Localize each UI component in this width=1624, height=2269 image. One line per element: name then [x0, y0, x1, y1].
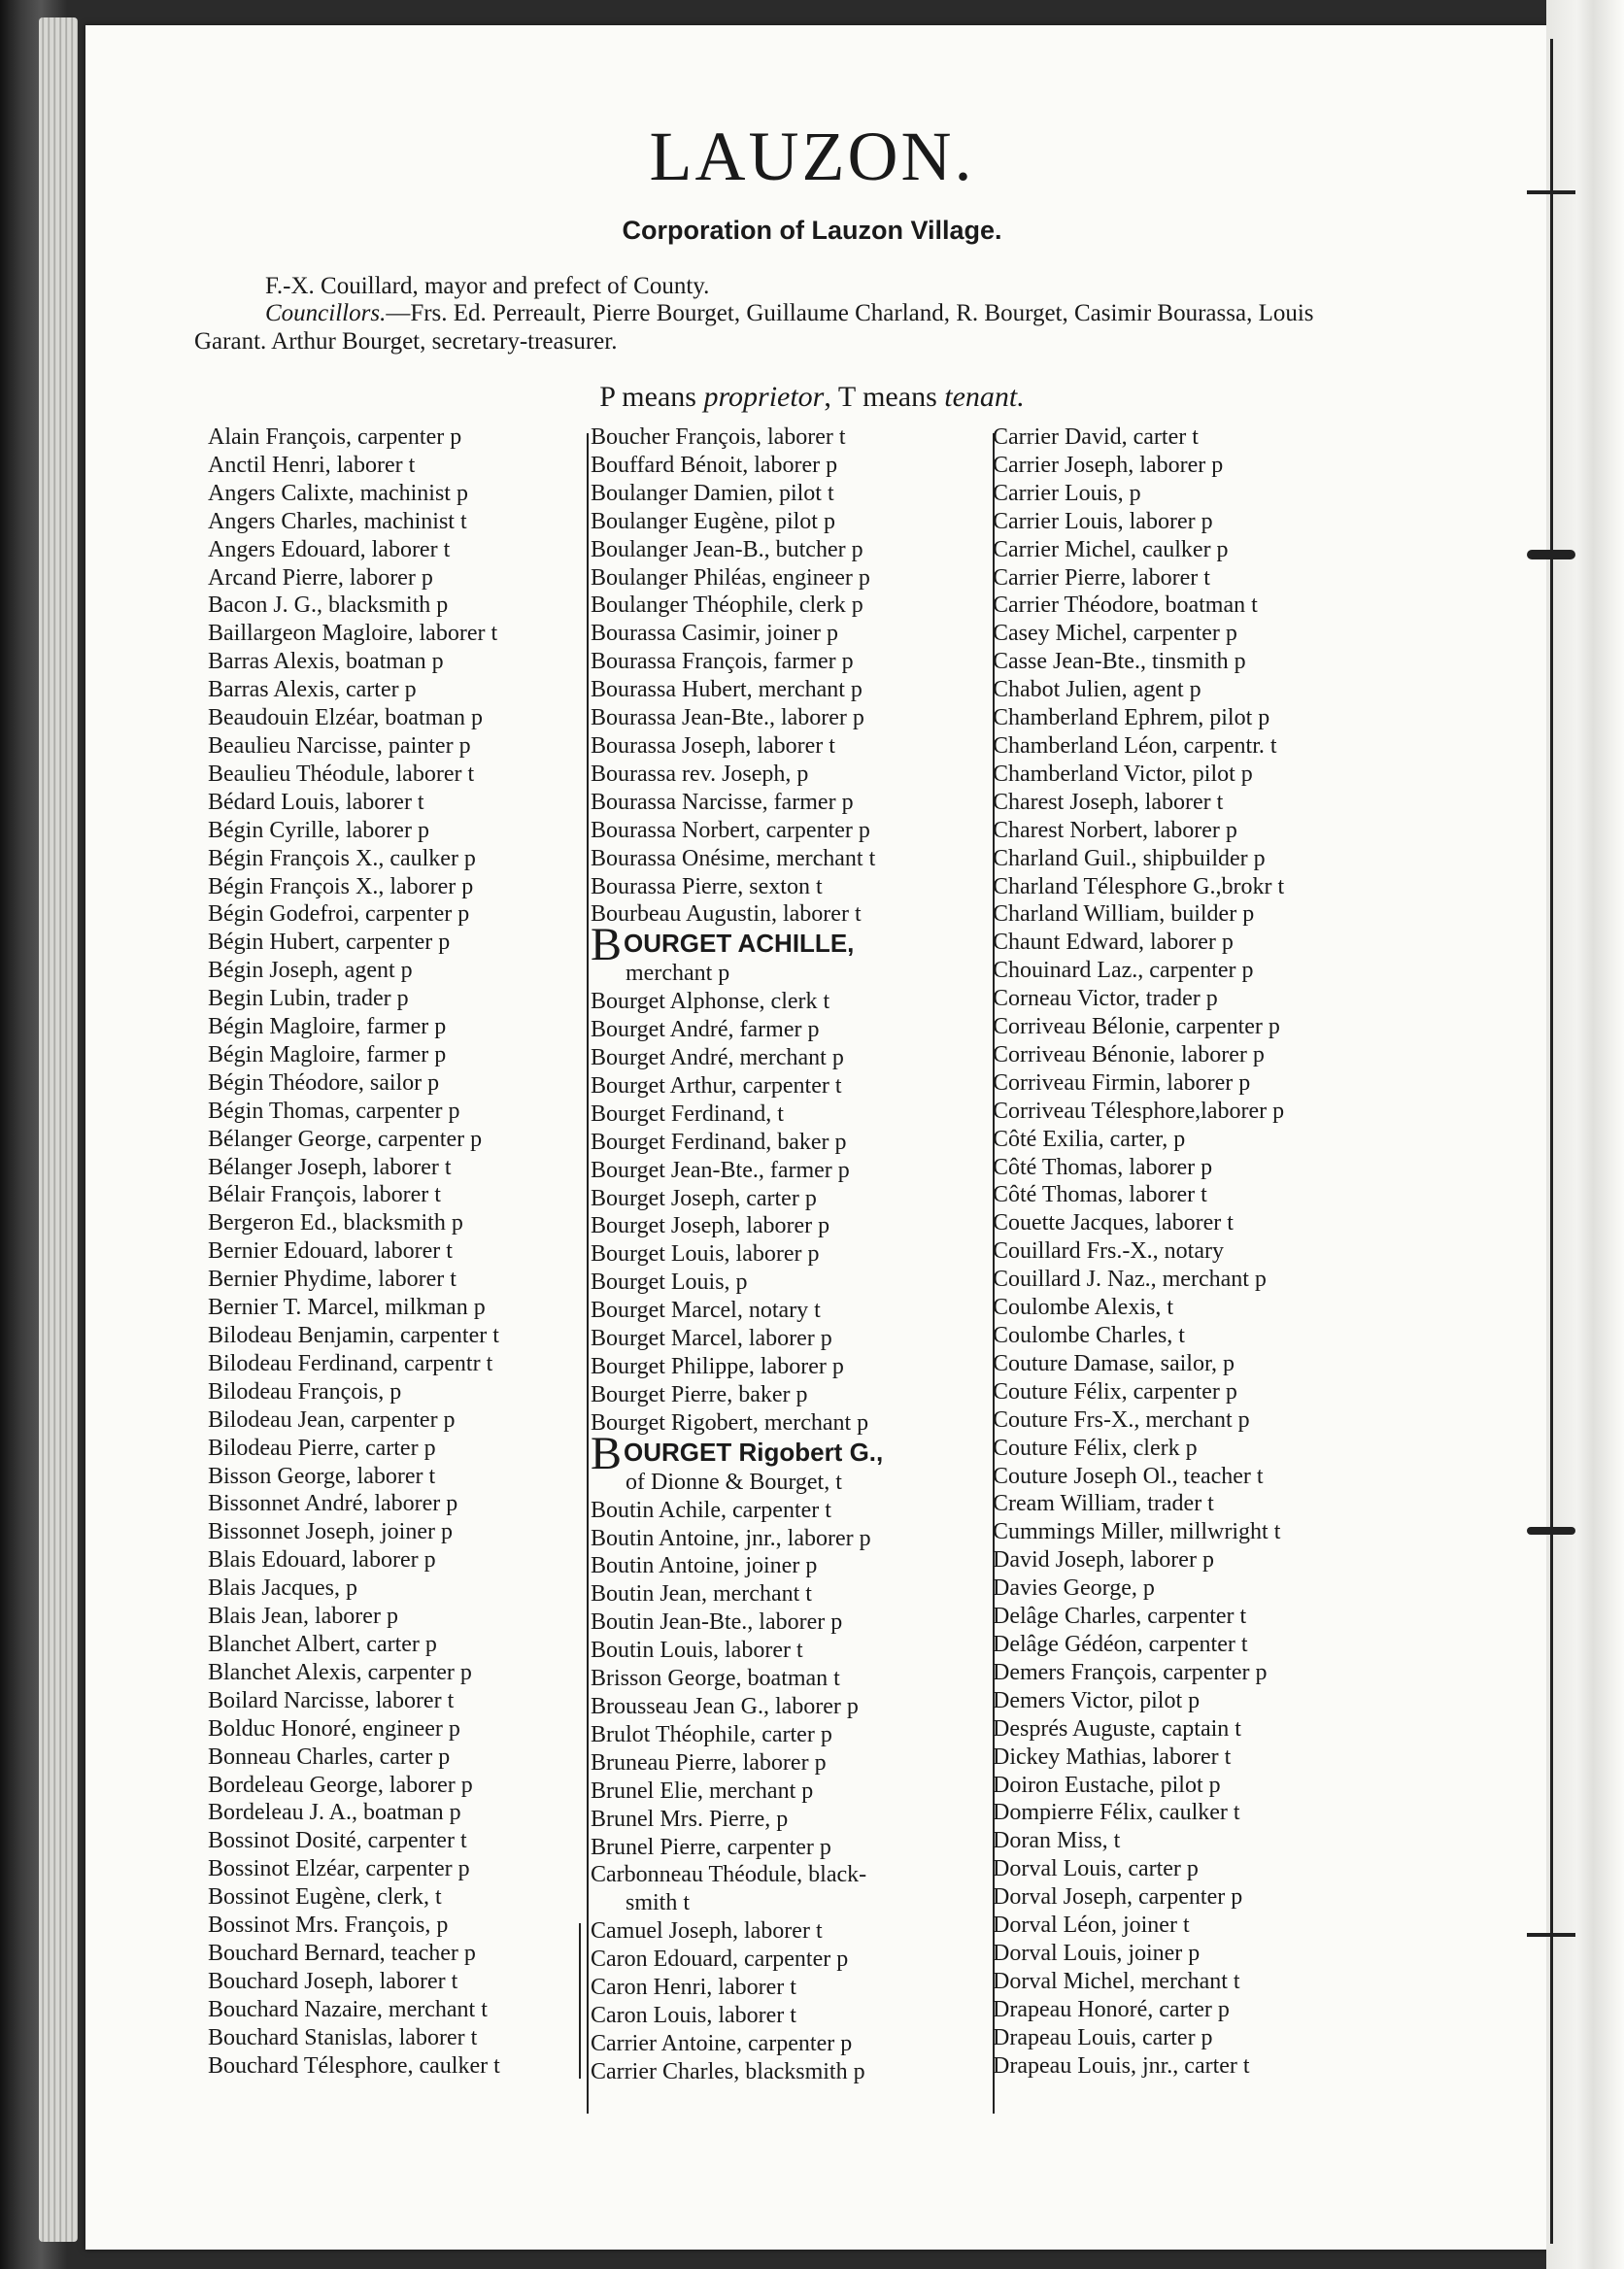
- list-item: Bourget Louis, laborer p: [591, 1241, 820, 1268]
- list-item: Chamberland Ephrem, pilot p: [993, 705, 1270, 731]
- list-item: Bilodeau Pierre, carter p: [208, 1435, 436, 1461]
- list-item: Boucher François, laborer t: [591, 424, 846, 450]
- featured-entry-achille: [591, 919, 883, 971]
- column-2-group-a: [591, 423, 883, 929]
- column-2-group-d: [591, 1917, 883, 2085]
- list-item: Bourget Ferdinand, baker p: [591, 1129, 847, 1155]
- list-item: Bourget Alphonse, clerk t: [591, 989, 830, 1015]
- featured-entry-sub: of Dionne & Bourget, t: [626, 1469, 842, 1495]
- list-item: Beaudouin Elzéar, boatman p: [208, 705, 483, 731]
- list-item: Bourassa Narcisse, farmer p: [591, 789, 854, 815]
- list-item: Bégin Magloire, farmer p: [208, 1014, 447, 1040]
- list-item: Chamberland Léon, carpentr. t: [993, 732, 1277, 759]
- list-item: Bourget Philippe, laborer p: [591, 1354, 844, 1379]
- list-item: Couture Damase, sailor, p: [993, 1350, 1235, 1376]
- list-item: Blais Jacques, p: [208, 1575, 357, 1602]
- list-item: Caron Henri, laborer t: [591, 1975, 796, 2001]
- councillors-text: —Frs. Ed. Perreault, Pierre Bourget, Guillaume Charland, R. Bourget, Casimir Bourassa, Louis Garant. Arthur Bourget, secretary-treasurer.: [194, 300, 1314, 355]
- list-item: Bacon J. G., blacksmith p: [208, 593, 449, 619]
- list-item: Charland Guil., shipbuilder p: [993, 845, 1266, 871]
- list-item: Bourassa Joseph, laborer t: [591, 732, 835, 759]
- list-item: Bégin Joseph, agent p: [208, 958, 413, 984]
- list-item: Casse Jean-Bte., tinsmith p: [993, 649, 1246, 675]
- list-item: Caron Edouard, carpenter p: [591, 1947, 849, 1973]
- list-item: Brunel Pierre, carpenter p: [591, 1834, 831, 1860]
- list-item: Begin Lubin, trader p: [208, 986, 409, 1012]
- list-item: Bouchard Bernard, teacher p: [208, 1940, 476, 1966]
- list-item: Bouffard Bénoit, laborer p: [591, 452, 838, 478]
- list-item: Coulombe Alexis, t: [993, 1295, 1173, 1321]
- list-item: Bordeleau J. A., boatman p: [208, 1800, 461, 1826]
- list-item: Boulanger Jean-B., butcher p: [591, 536, 863, 562]
- list-item: Bonneau Charles, carter p: [208, 1744, 451, 1770]
- list-item: Bégin Théodore, sailor p: [208, 1069, 440, 1096]
- list-item: Bélanger Joseph, laborer t: [208, 1154, 452, 1180]
- list-item: Després Auguste, captain t: [993, 1715, 1241, 1742]
- list-item: Carrier Joseph, laborer p: [993, 452, 1224, 478]
- list-item: Bernier Edouard, laborer t: [208, 1238, 453, 1265]
- legend-proprietor: proprietor: [703, 381, 825, 413]
- list-item: Bégin Thomas, carpenter p: [208, 1098, 460, 1124]
- list-item: Arcand Pierre, laborer p: [208, 564, 433, 591]
- list-item: Chaunt Edward, laborer p: [993, 930, 1234, 956]
- list-item: Charest Norbert, laborer p: [993, 817, 1237, 843]
- legend-t: , T means: [824, 381, 945, 413]
- list-item: Charland William, builder p: [993, 901, 1255, 928]
- page-edges-right: [1546, 0, 1624, 2269]
- list-item: Coulombe Charles, t: [993, 1323, 1185, 1348]
- list-item: Davies George, p: [993, 1575, 1155, 1602]
- list-item: Bordeleau George, laborer p: [208, 1772, 473, 1798]
- list-item: Bernier Phydime, laborer t: [208, 1267, 457, 1293]
- list-item: Alain François, carpenter p: [208, 424, 462, 450]
- list-item: Bourget Jean-Bte., farmer p: [591, 1157, 850, 1183]
- binding-mark: [1527, 1527, 1575, 1535]
- list-item: Bolduc Honoré, engineer p: [208, 1715, 460, 1742]
- list-item: Bourget Louis, p: [591, 1270, 748, 1296]
- list-item: Brunel Elie, merchant p: [591, 1778, 814, 1804]
- list-item: Corriveau Bélonie, carpenter p: [993, 1014, 1280, 1040]
- list-item: Bourassa Hubert, merchant p: [591, 677, 863, 703]
- list-item: Bourassa Pierre, sexton t: [591, 873, 823, 899]
- list-item: Chouinard Laz., carpenter p: [993, 958, 1254, 984]
- list-item: Couture Joseph Ol., teacher t: [993, 1463, 1264, 1489]
- list-item: Bouchard Stanislas, laborer t: [208, 2024, 478, 2050]
- list-item: Charest Joseph, laborer t: [993, 789, 1224, 815]
- list-item: Bourget Ferdinand, t: [591, 1101, 784, 1127]
- directory-column-2: [591, 423, 883, 2086]
- column-divider: [579, 1923, 581, 2079]
- list-item: Bégin François X., caulker p: [208, 845, 476, 871]
- list-item: Bourassa rev. Joseph, p: [591, 761, 809, 787]
- councillors-paragraph: [194, 299, 1389, 356]
- list-item: Barras Alexis, boatman p: [208, 649, 444, 675]
- mayor-line: F.-X. Couillard, mayor and prefect of County.: [265, 273, 710, 299]
- list-item: Dorval Léon, joiner t: [993, 1913, 1190, 1939]
- list-item: Bégin Cyrille, laborer p: [208, 817, 429, 843]
- list-item: Bruneau Pierre, laborer p: [591, 1749, 827, 1776]
- list-item: Drapeau Honoré, carter p: [993, 1996, 1230, 2022]
- list-item: Bossinot Eugène, clerk, t: [208, 1884, 442, 1911]
- list-item: Carrier Louis, p: [993, 480, 1141, 506]
- list-item: David Joseph, laborer p: [993, 1547, 1214, 1574]
- list-item: Dorval Louis, joiner p: [993, 1940, 1201, 1966]
- list-item: Carrier Pierre, laborer t: [993, 564, 1210, 591]
- list-item: Bourget Marcel, notary t: [591, 1298, 821, 1324]
- list-item: Boulanger Eugène, pilot p: [591, 508, 835, 534]
- list-item: Casey Michel, carpenter p: [993, 621, 1237, 647]
- list-item: Bossinot Dosité, carpenter t: [208, 1828, 467, 1854]
- directory-column-3: [993, 423, 1284, 2080]
- featured-entry-sub: merchant p: [626, 961, 730, 987]
- list-item: Bissonnet Joseph, joiner p: [208, 1519, 453, 1545]
- list-item: Bégin François X., laborer p: [208, 873, 474, 899]
- column-divider: [587, 433, 589, 2114]
- legend-p: P means: [599, 381, 704, 413]
- list-item: Bilodeau Jean, carpenter p: [208, 1406, 456, 1433]
- list-item: Couture Félix, carpenter p: [993, 1378, 1237, 1405]
- list-item: Blais Jean, laborer p: [208, 1604, 398, 1630]
- list-item: Bourassa Norbert, carpenter p: [591, 817, 870, 843]
- list-item: Corriveau Bénonie, laborer p: [993, 1041, 1265, 1067]
- list-item: Boulanger Philéas, engineer p: [591, 564, 870, 591]
- list-item: Angers Edouard, laborer t: [208, 536, 451, 562]
- featured-name: OURGET Rigobert G.,: [624, 1437, 884, 1467]
- list-item: Beaulieu Narcisse, painter p: [208, 732, 471, 759]
- list-item: Bourget André, farmer p: [591, 1017, 820, 1043]
- list-item: Beaulieu Théodule, laborer t: [208, 761, 475, 787]
- list-item: Corriveau Firmin, laborer p: [993, 1069, 1251, 1096]
- list-item: Anctil Henri, laborer t: [208, 452, 416, 478]
- list-item: Doiron Eustache, pilot p: [993, 1772, 1221, 1798]
- list-item: Dickey Mathias, laborer t: [993, 1744, 1232, 1770]
- list-item: Dompierre Félix, caulker t: [993, 1800, 1240, 1826]
- list-item: Blais Edouard, laborer p: [208, 1547, 436, 1574]
- list-item: Brousseau Jean G., laborer p: [591, 1693, 859, 1719]
- legend-tenant: tenant.: [944, 381, 1025, 413]
- list-item: Bourget Rigobert, merchant p: [591, 1409, 869, 1436]
- list-item: Bossinot Elzéar, carpenter p: [208, 1856, 470, 1882]
- list-item: Carrier Antoine, carpenter p: [591, 2030, 853, 2056]
- list-item: Bergeron Ed., blacksmith p: [208, 1210, 463, 1236]
- list-item: Drapeau Louis, carter p: [993, 2024, 1213, 2050]
- binding-rule: [1550, 39, 1553, 2244]
- featured-name: OURGET ACHILLE,: [624, 929, 855, 959]
- list-item: Carrier Michel, caulker p: [993, 536, 1229, 562]
- list-item: Brulot Théophile, carter p: [591, 1721, 832, 1747]
- list-item: Couillard J. Naz., merchant p: [993, 1267, 1267, 1293]
- list-item: Carrier Théodore, boatman t: [993, 593, 1258, 619]
- list-item: Couillard Frs.-X., notary: [993, 1238, 1224, 1265]
- page-title: LAUZON.: [649, 118, 975, 195]
- list-item: Bossinot Mrs. François, p: [208, 1913, 449, 1939]
- list-item: Demers Victor, pilot p: [993, 1687, 1201, 1713]
- list-item: Couture Félix, clerk p: [993, 1435, 1198, 1461]
- list-item: Bédard Louis, laborer t: [208, 789, 424, 815]
- list-item: Bilodeau Ferdinand, carpentr t: [208, 1350, 493, 1376]
- list-item: Couture Frs-X., merchant p: [993, 1406, 1250, 1433]
- list-item: Dorval Joseph, carpenter p: [993, 1884, 1243, 1911]
- list-item: Bourget Joseph, carter p: [591, 1185, 817, 1211]
- list-item: Bouchard Nazaire, merchant t: [208, 1996, 488, 2022]
- featured-entry-rigobert: [591, 1427, 884, 1479]
- list-item: Angers Calixte, machinist p: [208, 480, 468, 506]
- list-item: Bégin Hubert, carpenter p: [208, 930, 451, 956]
- list-item: Blanchet Alexis, carpenter p: [208, 1659, 472, 1685]
- list-item-continuation: smith t: [626, 1890, 691, 1916]
- list-item: Carrier Louis, laborer p: [993, 508, 1213, 534]
- list-item: Doran Miss, t: [993, 1828, 1121, 1854]
- list-item: Côté Thomas, laborer p: [993, 1154, 1213, 1180]
- list-item: Bourget Pierre, baker p: [591, 1381, 808, 1407]
- list-item: Bélanger George, carpenter p: [208, 1126, 483, 1152]
- list-item: Boutin Achile, carpenter t: [591, 1497, 831, 1523]
- list-item: Bilodeau Benjamin, carpenter t: [208, 1323, 499, 1348]
- list-item: Bégin Magloire, farmer p: [208, 1041, 447, 1067]
- list-item: Boulanger Théophile, clerk p: [591, 593, 863, 619]
- list-item: Côté Exilia, carter, p: [993, 1126, 1186, 1152]
- list-item: Chamberland Victor, pilot p: [993, 761, 1253, 787]
- list-item: Boutin Jean-Bte., laborer p: [591, 1609, 843, 1636]
- list-item: Bisson George, laborer t: [208, 1463, 436, 1489]
- page-subtitle: Corporation of Lauzon Village.: [622, 216, 1002, 245]
- list-item: Bouchard Télesphore, caulker t: [208, 2052, 500, 2079]
- list-item: Delâge Charles, carpenter t: [993, 1604, 1247, 1630]
- list-item: Blanchet Albert, carter p: [208, 1631, 437, 1657]
- list-item: Corneau Victor, trader p: [993, 986, 1218, 1012]
- list-item: Corriveau Télesphore,laborer p: [993, 1098, 1285, 1124]
- list-item: Dorval Michel, merchant t: [993, 1968, 1240, 1994]
- page-edges-left: [39, 17, 78, 2242]
- list-item: Bégin Godefroi, carpenter p: [208, 901, 470, 928]
- list-item: Bourget Joseph, laborer p: [591, 1213, 830, 1239]
- list-item: Bourget André, merchant p: [591, 1045, 844, 1071]
- list-item: Caron Louis, laborer t: [591, 2002, 796, 2028]
- list-item: Carrier David, carter t: [993, 424, 1199, 450]
- list-item: Cummings Miller, millwright t: [993, 1519, 1281, 1545]
- list-item: Bourget Marcel, laborer p: [591, 1326, 832, 1352]
- list-item: Boutin Louis, laborer t: [591, 1638, 803, 1664]
- list-item: Camuel Joseph, laborer t: [591, 1918, 823, 1945]
- binding-mark: [1527, 550, 1575, 559]
- list-item: Bélair François, laborer t: [208, 1182, 441, 1208]
- list-item: Dorval Louis, carter p: [993, 1856, 1199, 1882]
- binding-mark: [1527, 1933, 1575, 1937]
- list-item: Bilodeau François, p: [208, 1378, 402, 1405]
- list-item: Demers François, carpenter p: [993, 1659, 1268, 1685]
- list-item: Charland Télesphore G.,brokr t: [993, 873, 1285, 899]
- list-item: Angers Charles, machinist t: [208, 508, 467, 534]
- legend: [0, 381, 1624, 414]
- list-item: Couette Jacques, laborer t: [993, 1210, 1234, 1236]
- list-item: Chabot Julien, agent p: [993, 677, 1201, 703]
- list-item: Côté Thomas, laborer t: [993, 1182, 1207, 1208]
- list-item: Bernier T. Marcel, milkman p: [208, 1295, 486, 1321]
- list-item: Boilard Narcisse, laborer t: [208, 1687, 455, 1713]
- list-item: Bourassa François, farmer p: [591, 649, 854, 675]
- directory-column-1: [208, 423, 500, 2080]
- list-item: Drapeau Louis, jnr., carter t: [993, 2052, 1250, 2079]
- list-item: Baillargeon Magloire, laborer t: [208, 621, 498, 647]
- list-item: Boutin Antoine, joiner p: [591, 1553, 818, 1579]
- list-item: Bourassa Jean-Bte., laborer p: [591, 705, 864, 731]
- drop-initial: B: [591, 919, 623, 971]
- list-item: Cream William, trader t: [993, 1491, 1214, 1517]
- list-item: Bourbeau Augustin, laborer t: [591, 901, 862, 928]
- list-item: Delâge Gédéon, carpenter t: [993, 1631, 1248, 1657]
- list-item: Bouchard Joseph, laborer t: [208, 1968, 458, 1994]
- list-item: Bourget Arthur, carpenter t: [591, 1072, 842, 1099]
- councillors-label: Councillors.: [265, 300, 387, 326]
- list-item: Boulanger Damien, pilot t: [591, 480, 834, 506]
- column-2-group-b: [591, 988, 883, 1438]
- list-item: Boutin Antoine, jnr., laborer p: [591, 1525, 871, 1551]
- list-item: Barras Alexis, carter p: [208, 677, 417, 703]
- list-item: Boutin Jean, merchant t: [591, 1581, 812, 1608]
- list-item: Carbonneau Théodule, black-: [591, 1862, 867, 1888]
- list-item: Bourassa Casimir, joiner p: [591, 621, 838, 647]
- column-2-group-c: [591, 1497, 883, 1862]
- list-item: Bissonnet André, laborer p: [208, 1491, 458, 1517]
- drop-initial: B: [591, 1427, 623, 1479]
- list-item: Brisson George, boatman t: [591, 1666, 840, 1692]
- list-item: Brunel Mrs. Pierre, p: [591, 1806, 789, 1832]
- list-item: Bourassa Onésime, merchant t: [591, 845, 876, 871]
- list-item: Carrier Charles, blacksmith p: [591, 2058, 865, 2084]
